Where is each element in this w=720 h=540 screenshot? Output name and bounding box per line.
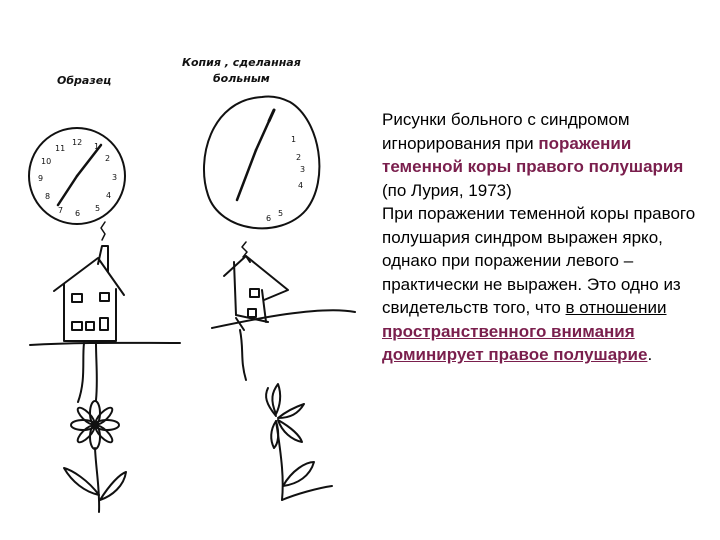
sample-clock-num-5: 5 (95, 204, 101, 213)
copy-house-drawing (212, 242, 355, 380)
copy-clock-drawing (204, 97, 319, 229)
sample-clock-num-4: 4 (106, 191, 112, 200)
sample-clock-drawing (29, 128, 125, 224)
copy-clock-num-5: 5 (278, 209, 284, 218)
sample-clock-num-6: 6 (75, 209, 81, 218)
copy-clock-num-2: 2 (296, 153, 302, 162)
sample-house-drawing (30, 222, 180, 402)
explanation-underlined: в отношении (565, 298, 667, 317)
sample-label: Образец (57, 74, 112, 87)
sample-clock-num-2: 2 (105, 154, 111, 163)
sample-clock-num-1: 1 (94, 142, 100, 151)
caption-citation: (по Лурия, 1973) (382, 180, 512, 200)
caption-text-start: Рисунки больного с синдромом игнорирования при (382, 110, 630, 153)
sample-clock-num-10: 10 (41, 157, 52, 166)
explanation-end: . (647, 345, 653, 364)
copy-clock-num-1: 1 (291, 135, 297, 144)
paragraph-caption (382, 108, 712, 202)
copy-clock-num-4: 4 (298, 181, 304, 190)
sample-clock-num-7: 7 (58, 206, 64, 215)
sample-clock-num-3: 3 (112, 173, 118, 182)
sample-clock-num-9: 9 (38, 174, 44, 183)
sample-clock-num-12: 12 (72, 138, 83, 147)
explanation-text: При поражении теменной коры правого полушария синдром выражен ярко, однако при поражении левого – практически не выражен. Это одно из свидетельств того, что (382, 204, 696, 317)
description-text (382, 108, 712, 367)
copy-clock-num-3: 3 (300, 165, 306, 174)
caption-emphasis: поражении теменной коры правого полушария (382, 133, 684, 176)
copy-flower-drawing (266, 384, 332, 500)
copy-label-line2: больным (213, 72, 270, 85)
paragraph-explanation (382, 202, 712, 367)
sample-clock-num-8: 8 (45, 192, 51, 201)
sample-flower-drawing (64, 401, 126, 512)
copy-clock-num-6: 6 (266, 214, 272, 223)
sample-clock-num-11: 11 (55, 144, 66, 153)
explanation-emphasis: пространственного внимания доминирует правое полушарие (382, 321, 648, 364)
copy-label-line1: Копия , сделанная (182, 56, 301, 69)
